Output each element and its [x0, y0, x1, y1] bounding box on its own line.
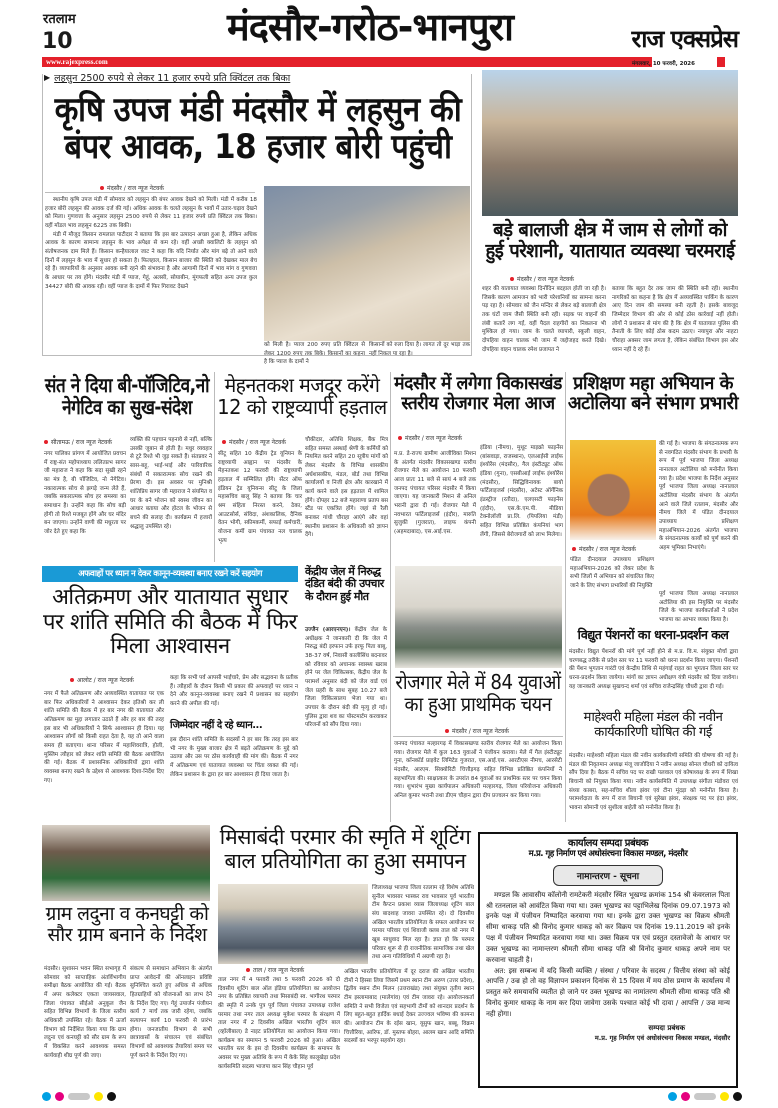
notice-para-1: मण्डल कि आवासीय कॉलोनी रामटेकरी मंदसौर स्थित भूखण्ड क्रमांक 154 श्री कंवरलाल पिता श्री रतनलाल को आवंटित किया गया था। उक्त भूखण्ड का पट्टाभिलेख दिनांक 09.07.1973 को इनके पक्ष में पंजीयन निष्पादित करवाया गया था। इनके द्वारा उक्त भूखण्ड का विक्रय श्रीमती सीमा धाकड़ पति श्री विनोद कुमार धाकड़ को कर विक्रय पत्र दिनांक 19.11.2019 को इनके पक्ष में पंजीयन निष्पादित करवाया गया था। उक्त विक्रय पत्र एवं प्रस्तुत दस्तावेजो के आधार पर उक्त भूखण्ड का नामान्तरण श्रीमती सीमा धाकड़ पति श्री विनोद कुमार धाकड़ अपने नाम पर करवाना चाहती है।	[486, 890, 730, 964]
fair-body-col2: इंडिया (नीमच), मुथूट माइक्रो फाइनेंस (बांसवाड़ा, राजस्थान), एलआईसी लाईफ इंश्योरेंस (मंदसौर), गैल इंस्टीट्यूट ऑफ इंडिया (गुना), एसबीआई लाईफ इंश्योरेंस (मंदसौर), सिद्धिविनायक बायो फर्टिलाइजर्स (मंदसौर), अटेस्ट ऑर्गेनिक इंडस्ट्रीज (रतौदा), एलएसटी फाइनेंस (इंदौर), एस.के.एम.पी. मीडिया टेक्नोलॉजी प्रा.लि. (पिपलिया मंडी) सहित विभिन्न प्रतिष्ठित कंपनियां भाग लेंगी, जिससे बेरोजगारों को लाभ मिलेगा।	[480, 445, 563, 538]
maheshwari-headline: माहेश्वरी महिला मंडल की नवीन कार्यकारिणी घोषित की गई	[583, 710, 723, 740]
atoliya-body-col3: पूर्व भाजपा जिला अध्यक्ष नानालाल अटोलिया की इस नियुक्ति पर मंदसौर जिले के भाजपा कार्यकर्ताओं ने प्रदेश भाजपा का आभार व्यक्त किया है।	[659, 591, 738, 623]
sant-body-col1: नगर पालिका प्रांगण में आयोजित प्रवचन में राष्ट्र-संत महोपाध्याय ललितप्रभ सागर जी महाराज ने कहा कि सदा सुखी रहने का मंत्र है, बी पॉजिटिव, नो नेगेटिव। नकारात्मक सोच से झगड़े जन्म लेते हैं, जबकि सकारात्मक सोच हर समस्या का समाधान है। उन्होंने कहा कि सोच बड़ी होगी तो रिश्ते मजबूत होंगे और घर मंदिर बन जाएगा। उन्होंने वाणी की मधुरता पर जोर देते हुए कहा कि	[44, 451, 126, 535]
brand-logo: राज एक्सप्रेस	[631, 25, 738, 53]
pension-headline: विद्युत पेंशनरों का धरना-प्रदर्शन कल	[577, 627, 729, 642]
peace-byline: आलोट / राज न्यूज नेटवर्क	[70, 676, 134, 684]
lead-headline: कृषि उपज मंडी मंदसौर में लहसुन की बंपर आवक, 18 हजार बोरी पहुंची	[54, 90, 462, 168]
shooting-body-col2: अखिल भारतीय प्रतियोगिता में दूर दराज की अखिल भारतीय टीमों ने हिस्सा लिया जिसमें प्रथम स्थान टीम अरुण (उत्तर प्रदेश), द्वितीय स्थान टीम मिलन (उत्तराखंड) तथा संयुक्त तृतीय स्थान टीम इस्लामाबाद (मालेगांव) एवं टीम जावरा रहे। आयोजनकर्ता समिति ने सभी विजेता एवं सहभागी टीमों को शानदार प्रदर्शन के लिए बहुत-बहुत हार्दिक बधाई देकर उज्ज्वल भविष्य की कामना की। आयोजन टीम के रईस खान, यूसुफ खान, बब्बू, विक्रम चित्तौरिया, आरिफ, डॉ. मुस्तफ बोहरा, आलम खान आदि समिति सदस्यों का भरपूर सहयोग रहा।	[344, 969, 474, 1045]
shooting-headline: मिसाबंदी परमार की स्मृति में शूटिंग बाल प्रतियोगिता का हुआ समापन	[219, 825, 471, 873]
job-fair-photo	[395, 566, 562, 668]
shooting-side: जिलाध्यक्ष भाजपा जिला रतलाम रहे विशेष अतिथि सुनील भावसार भास्कर राव भावसार पूर्व भारतीय टीम कैप्टन प्रकाश व्यास जिलाध्यक्ष शूटिंग बाल संघ बादशाह जावरा उपस्थित रहे। दो दिवसीय अखिल भारतीय प्रतियोगिता के सफल आयोजन पर परमार परिवार एवं शिवाजी क्लब ताल को नगर में खूब साधुवाद मिल रहा है। ज्ञात हो कि परमार परिवार शुरू से ही राजनीतिक सामाजिक तथा खेल तथा अन्य गतिविधियों में अग्रणी रहा है।	[372, 885, 474, 961]
jam-headline: बड़े बालाजी क्षेत्र में जाम से लोगों को हुई परेशानी, यातायात व्यवस्था चरमराई	[485, 219, 735, 263]
youth-byline: मंदसौर / राज न्यूज नेटवर्क	[445, 727, 509, 735]
divider	[45, 192, 255, 193]
public-notice-box	[478, 832, 738, 1088]
lead-body: स्थानीय कृषि उपज मंडी में सोमवार को लहसुन की बंपर आवक देखने को मिली। मंडी में करीब 18 हजार बोरी लहसुन की आवक दर्ज की गई। अधिक आवक के चलते लहसुन के भावों में उतार-चढ़ाव देखने को मिला। गुणवत्ता के अनुसार लहसुन 2500 रुपये से लेकर 11 हजार रुपये प्रति क्विंटल तक बिका। वहीं मॉडल भाव लहसुन 6225 तक बिकी। मंडी में मौजूद किसान रामलाल पाटीदार ने बताया कि इस बार उत्पादन अच्छा हुआ है, लेकिन अधिक आवक के कारण सामान्य लहसुन के भाव अपेक्षा से कम रहे। वहीं अच्छी क्वालिटी के लहसुन को संतोषजनक दाम मिले हैं। किसान कन्हैयालाल जाट ने कहा कि यदि निर्यात और मांग बढ़े तो आने वाले दिनों में लहसुन के भाव में सुधार हो सकता है। फिलहाल, किसान बाजार की स्थिति को देखकर माल बेच रहे हैं। व्यापारियों के अनुसार आवक बनी रहने की संभावना है और आगामी दिनों में भाव मांग व गुणवत्ता के आधार पर तय होंगे। मंदसौर मंडी में प्याज, गेहूं, अलसी, सोयाबीन, मूंगफली सहित अन्य उपज कुल 34427 बोरी की आवक रही। वहीं प्याज के दामों में फिर गिरावट देखने	[45, 197, 257, 290]
bullet-dot-icon	[100, 186, 104, 190]
atoliya-headline: प्रशिक्षण महा अभियान के अटोलिया बने संभाग प्रभारी	[567, 373, 739, 415]
header-red-bar	[42, 57, 652, 67]
registration-mark-icon	[668, 1092, 742, 1101]
website-link[interactable]: www.rajexpress.com	[46, 58, 108, 66]
strike-headline: मेहनतकश मजदूर करेंगे 12 को राष्ट्रव्यापी हड़ताल	[217, 373, 387, 420]
sant-body-col2: व्यक्ति की पहचान पहनावे से नहीं, बल्कि उसकी जुबान से होती है। मधुर व्यवहार से टूटे रिश्ते भी जुड़ सकते हैं। संतप्रवर ने सास-बहू, भाई-भाई और पारिवारिक संबंधों में सकारात्मक सोच रखने की प्रेरणा दी। इस अवसर पर मुनिश्री शांतिप्रिय सागर जी महाराज ने संयमित व घर के बने भोजन को स्वस्थ जीवन का आधार बताया और होटल के भोजन से बचने की सलाह दी। कार्यक्रम में हजारों श्रद्धालु उपस्थित रहे।	[130, 437, 212, 530]
strike-body-col2: चौकीदार, अतिथि शिक्षक, बैंक मित्र सहित समस्त अस्थाई श्रेणी के कर्मियों को नियमित करने सहित 20 सूत्रीय मांगों को लेकर मंदसौर के विभिन्न शासकीय अर्धशासकीय, मंडल, बोर्ड तथा विभिन्न कार्यालयों व निजी क्षेत्र और कारखाने में कार्य करने वाले इस हड़ताल में शामिल होंगे। दोपहर 12 बजे महाराणा प्रताप बस स्टैंड पर एकत्रित होंगे। जहां से रैली बनाकर गांधी चौराहा आएंगे और वहां स्थानीय प्रशासन के अधिकारी को ज्ञापन देंगे।	[305, 437, 388, 539]
peace-body-col1: नगर में फैले अतिक्रमण और अव्यवस्थित यातायात पर एक बार फिर अधिकारियों ने आश्वासन देकर इतिश्री कर ली शांति समिति की बैठक में हर बार नगर की यातायात और अतिक्रमण का मुद्दा लगातार उठाते हैं और हर बार की तरह इस बार भी अधिकारियों ने सिर्फ आश्वासन ही दिया। यह आश्वासन लोगों को किसी राहत देता है, यह तो आने वाला समय ही बताएगा। थाना परिसर में महाशिवरात्रि, होली, मुस्लिम त्यौहार को लेकर शांति समिति की बैठक आयोजित की गई। बैठक में प्रशासनिक अधिकारियों द्वारा शांति व्यवस्था बनाए रखने के उद्देश्य से आवश्यक दिशा-निर्देश दिए गए।	[44, 691, 164, 784]
jail-body: उज्जैन (आरएनएन)। केंद्रीय जेल के अधीक्षक ने जानकारी दी कि जेल में निरुद्ध बंदी इरफान उर्फ इरफू पिता बाबू, 38-37 वर्ष, निवासी कालीसिंध बदनावर को रविवार को अचानक स्वास्थ्य खराब होने पर जेल चिकित्सक, केंद्रीय जेल के परामर्श अनुसार बंदी को जेल वार्ड एवं जेल प्रहरी के साथ सुबह 10.27 बजे जिला चिकित्सालय भेजा गया था। उपचार के दौरान बंदी की मृत्यु हो गई। पुलिस द्वारा शव का पोस्टमार्टम करवाकर परिजनों को सौंप दिया गया।	[305, 627, 387, 729]
edition-label: रतलाम	[43, 12, 76, 27]
atoliya-body-col1: की गई है। भाजपा के संगठनात्मक रूप से नवगठित मंदसौर संभाग के प्रभारी के रूप में पूर्व भाजपा जिला अध्यक्ष नानालाल अटोलिया को मनोनीत किया गया है। प्रदेश भाजपा के निर्देश अनुसार पूर्व भाजपा जिला अध्यक्ष नानालाल अटोलिया मंदसौर संभाग के अंतर्गत आने वाले जिले रतलाम, मंदसौर और नीमच जिले में पंडित दीनदयाल उपाध्याय प्रशिक्षण महाअभियान-2026 अंतर्गत भाजपा के संगठनात्मक कार्यों को पूर्ण करने की अहम भूमिका निभाएंगे।	[659, 441, 738, 551]
masthead: मंदसौर-गरोठ-भानपुरा	[227, 5, 513, 49]
shooting-body-col1: ताल नगर में 4 फरवरी तथा 5 फरवरी 2026 को दो दिवसीय शूटिंग बाल ऑल इंडिया प्रतियोगिता का आयोजन नगर के प्रतिष्ठित व्यापारी तथा मिसाबंदी स्व. भागीरथ परमार की स्मृति में उनके पुत्र पूर्व जिला पंचायत उपाध्यक्ष राजेश परमार तथा नगर ताल अध्यक्ष मुकेश परमार के संरक्षण में ताल नगर में 2 दिवसीय अखिल भारतीय शूटिंग बाल (व्हॉलीबाल) डे नाइट प्रतियोगिता का आयोजन किया गया। कार्यक्रम का समापन 5 फरवरी 2026 को हुआ। अखिल भारतीय स्तर के इस दो दिवसीय कार्यक्रम के समापन के अवसर पर मुख्य अतिथि के रूप में केके सिंह कालूखेड़ा प्रदेश कार्यसमिति सदस्य भाजपा कान सिंह चौहान पूर्व	[218, 977, 340, 1070]
atoliya-body-col2: पंडित दीनदयाल उपाध्याय प्रशिक्षण महाअभियान-2026 को लेकर प्रदेश के सभी जिलों में अभियान को संचालित किए जाने के लिए संभाग प्रभारियों की नियुक्ति	[570, 557, 654, 589]
issue-date: मंगलवार, 10 फरवरी, 2026	[632, 61, 695, 67]
sant-byline: सीतामऊ / राज न्यूज नेटवर्क	[44, 438, 112, 446]
shooting-byline: ताल / राज न्यूज नेटवर्क	[246, 966, 304, 974]
lead-body-continued: को मिली है। प्याज 200 रुपए प्रति क्विंटल से लेकर 1200 रुपए तक बिके। किसानों का कहना है कि प्याज के दामों ने किसानों को रुला दिया है। लागत तो दूर भाड़ा तक नहीं निकल पा रहा है।	[264, 342, 470, 366]
notice-org: म.प्र. गृह निर्माण एवं अधोसंरचना विकास मण्डल, मंदसौर	[528, 849, 688, 860]
jail-headline: केंद्रीय जेल में निरुद्ध दंडित बंदी की उपचार के दौरान हुई मौत	[305, 565, 384, 603]
peace-body-col2a: कहा कि सभी पर्व आपसी भाईचारे, प्रेम और सद्भावना के प्रतीक हैं। त्यौहारों के दौरान किसी भी प्रकार की अफवाहों पर ध्यान न देने और कानून-व्यवस्था बनाए रखने में प्रशासन का सहयोग करने की अपील की गई।	[170, 675, 298, 707]
solar-body-col1: मंदसौर। सुशासन भवन स्थित सभागृह में सोमवार को साप्ताहिक अंतर्विभागीय समीक्षा बैठक आयोजित की गई। बैठक में अपर कलेक्टर एकता जायसवाल, जिला पंचायत सीईओ अनुकूल जैन सहित विभिन्न विभागों के जिला स्तरीय अधिकारी उपस्थित रहे। बैठक में ऊर्जा विभाग को निर्देशित किया गया कि ग्राम लदुना एवं कनघट्टी को सौर ग्राम के रूप में विकसित करने आवश्यक समस्त कार्यवाही शीघ्र पूर्ण की जाए।	[44, 966, 126, 1059]
lead-byline: मंदसौर / राज न्यूज नेटवर्क	[100, 184, 164, 192]
jam-byline: मंदसौर / राज न्यूज नेटवर्क	[510, 275, 574, 283]
solar-body-col2: संकल्प से समाधान अभियान के अंतर्गत प्राप्त आवेदनों की ऑनलाइन प्रविष्टि सुनिश्चित करते हुए अधिक से अधिक हितग्राहियों को योजनाओं का लाभ देने के निर्देश दिए गए। गेहूं उपार्जन पंजीयन कार्य 7 मार्च तक जारी रहेगा, जबकि सत्यापन कार्य 10 फरवरी से प्रारंभ होगा। जनजातीय विभाग से सभी छात्रावासों के संचालन एवं संबंधित विभागों को आवश्यक तैयारियां समय पर पूर्ण करने के निर्देश दिए गए।	[130, 966, 212, 1059]
fair-byline: मंदसौर / राज न्यूज नेटवर्क	[398, 434, 462, 442]
notice-label: नामान्तरण - सूचना	[553, 865, 663, 886]
garlic-mandi-photo	[264, 186, 470, 341]
notice-para-2: अत: इस सम्बन्ध में यदि किसी व्यक्ति / संस्था / परिवार के सदस्य / वित्तीय संस्था को कोई आपत्ति / उज्र हो तो वह विज्ञापन प्रकाशन दिनांक से 15 दिवस में मय ठोस प्रमाण के कार्यालय में प्रस्तुत करे समयावधि व्यतीत हो जाने पर उक्त भूखण्ड का नामांतरण श्रीमती सीमा धाकड़ पति श्री विनोद कुमार धाकड़ के नाम कर दिया जावेगा उसके पश्चात कोई भी दावा / आपत्ति / उज्र मान्य नही होगा।	[486, 966, 730, 1018]
arrow-right-icon: ▶	[44, 73, 51, 82]
peace-subhead: जिम्मेदार नहीं दे रहे ध्यान...	[170, 720, 263, 731]
sant-headline: संत ने दिया बी-पॉजिटिव,नो नेगेटिव का सुख-संदेश	[44, 373, 210, 420]
red-square	[717, 57, 725, 67]
jam-body-col2: बताया कि बहुत देर तक जाम की स्थिति बनी रही। स्थानीय नागरिकों का कहना है कि क्षेत्र में अव्यवस्थित पार्किंग के कारण आए दिन जाम की समस्या बनी रहती है। इसके बावजूद जिम्मेदार विभाग की ओर से कोई ठोस कार्रवाई नहीं होती। लोगों ने प्रशासन से मांग की है कि क्षेत्र में यातायात पुलिस की तैनाती के लिए कोई ठोस कदम उठाए। नयापुरा और नाहटा चौराहा अक्सर जाम लगता है, लेकिन संबंधित विभाग इस ओर ध्यान नहीं दे रहे हैं।	[612, 286, 738, 353]
atoliya-portrait	[570, 440, 656, 540]
peace-banner: अफवाहों पर ध्यान न देकर कानून-व्यवस्था बनाए रखने करें सहयोग	[42, 566, 298, 582]
peace-headline: अतिक्रमण और यातायात सुधार पर शांति समिति की बैठक में फिर मिला आश्वासन	[43, 585, 297, 660]
peace-body-col2b: इस दौरान शांति समिति के सदस्यों ने हर बार कि तरह इस बार भी नगर के मुख्य बाजार क्षेत्र में बढ़ते अतिक्रमण के मुद्दे को उठाया और उस पर ठोस कार्यवाही की मांग की। बैठक में नगर में अतिक्रमण एवं यातायात व्यवस्था पर चिंता व्यक्त की गई। लेकिन प्रशासन के द्वारा हर बार आश्वासन ही दिया जाता है।	[170, 737, 298, 778]
strike-byline: मंदसौर / राज न्यूज नेटवर्क	[222, 438, 286, 446]
divider	[214, 372, 215, 562]
pension-body: मंदसौर। विद्युत पेंशनरों की मांगे पूर्ण नहीं होने से म.प्र. वि.म. संयुक्त मोर्चा द्वारा चरणबद्ध तरीके से प्रदेश स्तर पर 11 फरवरी को धरना प्रदर्शन किया जाएगा। पेंशनरों की पेंशन भुगतान गारंटी एवं केन्द्रीय तिथि से महंगाई राहत का भुगतान जिला स्तर पर धरना-प्रदर्शन किया जायेगा। मांगों का ज्ञापन अधीक्षण यंत्री मंदसौर को दिया जावेगा। यह जानकारी अध्यक्ष सुखचन्द शर्मा एवं सचिव राजेन्द्रसिंह चौधरी द्वारा दी गई।	[569, 649, 738, 690]
page-number: 10	[42, 29, 73, 54]
solar-headline: ग्राम लदुना व कनघट्टी को सौर ग्राम बनाने के निर्देश	[45, 903, 209, 947]
traffic-jam-photo	[482, 70, 738, 216]
maheshwari-body: मंदसौर। माहेश्वरी महिला मंडल की नवीन कार्यकारिणी समिति की घोषणा की गई है। मंडल की निवृतमान अध्यक्ष मंजू जाजोदिया ने नवीन अध्यक्ष सोनल चौधरी को दायित्व सौंप दिया है। बैठक में सचिव पद पर राखी पलवाल एवं कोषाध्यक्ष के रूप में शिखा बिचानी को नियुक्त किया गया। नवीन कार्यसमिति में उपाध्यक्ष संगीता मंडोवरा एवं संध्या काबरा, सह-सचिव शीला झंवर एवं टीना मूंदड़ा को मनोनीत किया है। परामर्शदाता के रूप में राज बिचानी एवं सुरेखा झंवर, संरक्षक पद पर इंदा झंवर, भावना सोमानी एवं सुशीला बाहेती को मनोनीत किया है।	[569, 753, 738, 811]
atoliya-byline: मंदसौर / राज न्यूज नेटवर्क	[572, 545, 636, 553]
strike-body-col1: सीटू सहित 10 केंद्रीय ट्रेड यूनियन के राष्ट्रव्यापी आह्वान पर मंदसौर के मेहनतकश 12 फरवरी की राष्ट्रव्यापी हड़ताल में सम्मिलित होंगे। सेंटर ऑफ इंडियन ट्रेड यूनियन्स सीटू के जिला महासचिव बालू सिंह ने बताया कि चार श्रम संहिता निरस्त करने, ठेका, आउटसोर्स, संविदा, अंशकालिक, दैनिक वेतन भोगी, स्कीमकर्मी, सफाई कर्मचारी, योजना कर्मी ग्राम पंचायत नल चालक भृत्य	[218, 451, 302, 544]
divider	[390, 372, 391, 822]
youth-headline: रोजगार मेले में 84 युवाओं का हुआ प्राथमिक चयन	[395, 670, 561, 717]
fair-body-col1: म.प्र. डे-राज्य ग्रामीण आजीविका मिशन के अंतर्गत मंदसौर विकासखण्ड स्तरीय रोजगार मेले का आयोजन 10 फरवरी आज प्रातः 11 बजे से सायं 4 बजे तक जनपद पंचायत परिसर मंदसौर में किया जाएगा। यह जानकारी मिशन से अनिल भरानी द्वारा दी गई। रोजगार मेले में नवभारत फर्टिलाइजर्स (इंदौर), मारुति सुजुकी (गुजरात), लाइफ कंपनी (अहमदाबाद), एस.आई.एस.	[394, 451, 476, 535]
notice-sign-title: सम्पदा प्रबंधक	[648, 1023, 685, 1032]
notice-sign-org: म.प्र. गृह निर्माण एवं अधोसंरचना विकास मण्डल, मंदसौर	[594, 1033, 730, 1042]
notice-office: कार्यालय सम्पदा प्रबंधक	[568, 838, 648, 849]
registration-mark-icon	[42, 1092, 116, 1101]
jam-body-col1: शहर की यातायात व्यवस्था दिनोंदिन बदहाल होती जा रही है। जिसके कारण आमजन को भारी परेशानियों का सामना करना पड़ रहा है। सोमवार को जैन मन्दिर से लेकर बड़े बालाजी क्षेत्र तक घंटों जाम जैसी स्थिति बनी रही। सड़क पर वाहनों की लंबी कतारें लग गईं, वहीं पैदल राहगीरों का निकलना भी मुश्किल हो गया। जाम के चलते व्यापारी, स्कूली वाहन, दोपहिया वाहन चालक भी जाम में जद्दोजहद करते दिखे। दोपहिया वाहन चालक रमेश प्रजापत ने	[482, 286, 606, 353]
divider	[393, 736, 563, 737]
lead-kicker: ▶ लहसुन 2500 रुपये से लेकर 11 हजार रुपये प्रति क्विंटल तक बिका	[44, 71, 294, 84]
youth-body: जनपद पंचायत मल्हारगढ़ में विकासखण्ड स्तरीय रोजगार मेले का आयोजन किया गया। रोजगार मेले में कुल 163 युवाओं ने पंजीयन कराया। मेले में गैल इंस्टीट्यूट गुना, कॉनकॉर्ड प्राइवेट लिमिटेड गुजरात, एस.आई.एस. आरटीएस नीमच, आरसेटी मंदसौर, आरएम. सिक्योरिटी चित्तौड़गढ़ सहित विभिन्न प्रतिष्ठित कंपनियों ने सहभागिता की। साक्षात्कार के उपरांत 84 युवाओं का प्राथमिक स्तर पर चयन किया गया। शुभारंभ मुख्य कार्यपालन अधिकारी मल्हारगढ़, जिला परियोजना अधिकारी अनिल कुमार भरानी तथा डीएम चौहान द्वारा दीप प्रज्वलन कर किया गया।	[394, 741, 562, 799]
fair-headline: मंदसौर में लगेगा विकासखंड स्तरीय रोजगार मेला आज	[394, 373, 562, 415]
award-group-photo	[42, 825, 210, 901]
divider	[565, 372, 566, 822]
shooting-event-photo	[218, 884, 368, 964]
